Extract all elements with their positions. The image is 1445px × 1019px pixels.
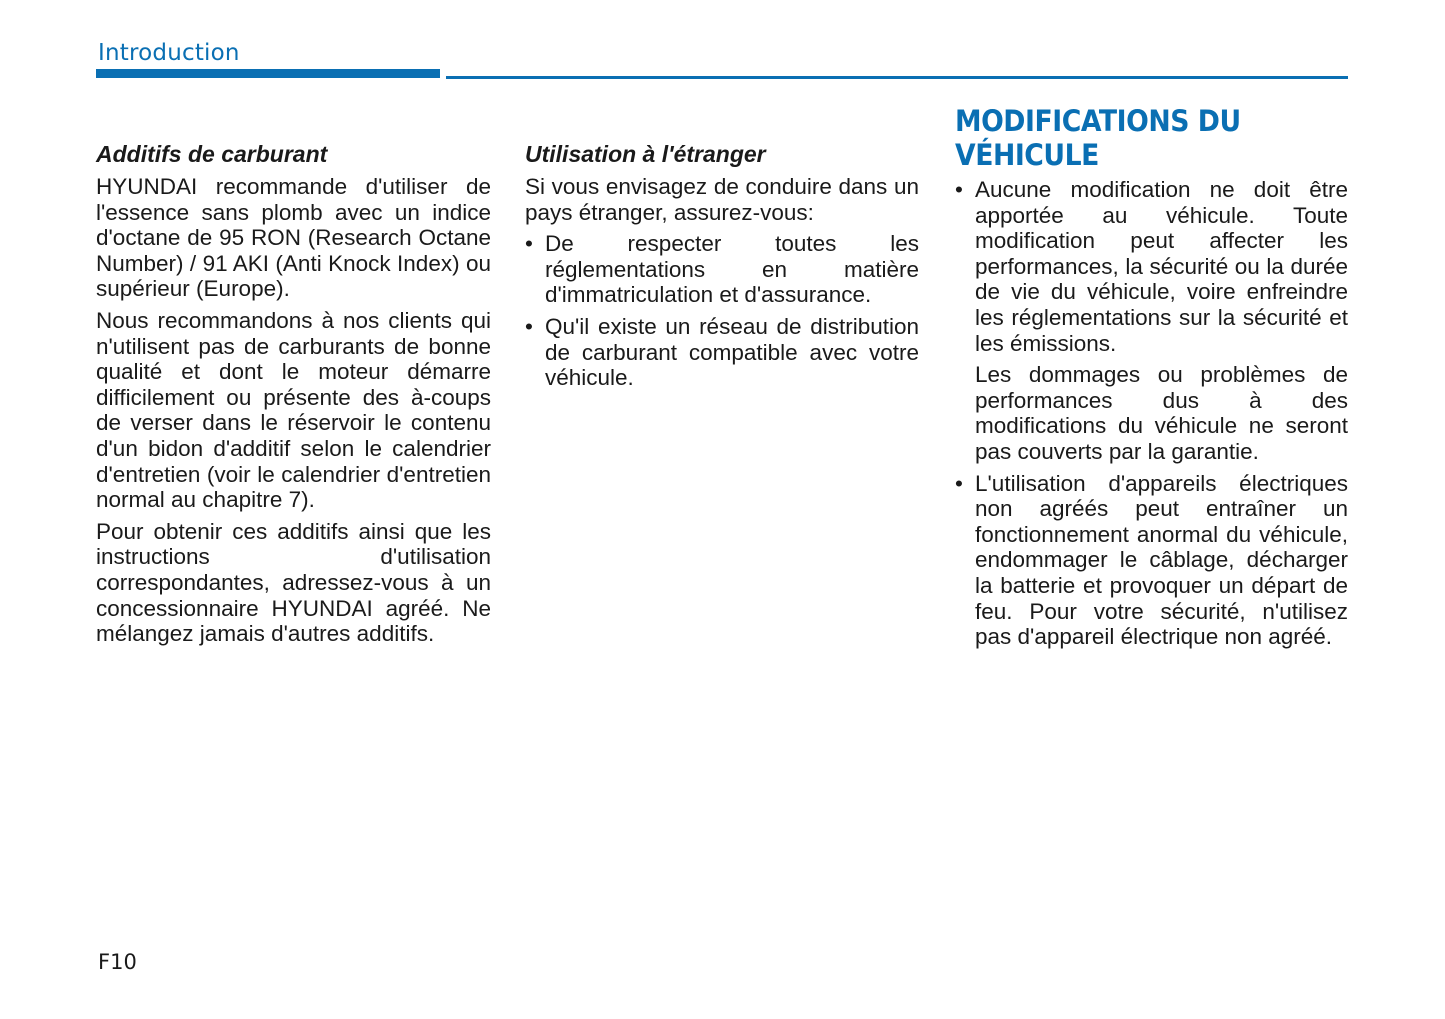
section-header-title: Introduction	[98, 40, 240, 66]
list-item	[525, 231, 919, 308]
column-use-abroad	[525, 140, 919, 397]
fuel-additives-heading: Additifs de carburant	[96, 141, 328, 167]
column-fuel-additives	[96, 140, 491, 653]
list-item	[955, 471, 1348, 650]
list-item-text: Aucune modification ne doit être apportée au véhicule. Toute modification peut affecter les performances, la sécurité ou la durée de vie du véhicule, voire enfreindre les réglementations sur la sécurité et les émissions.	[975, 177, 1348, 356]
use-abroad-bullet-list	[525, 231, 919, 391]
bullet-icon: •	[955, 470, 963, 496]
fuel-additives-paragraph-1: HYUNDAI recommande d'utiliser de l'essence sans plomb avec un indice d'octane de 95 RON (Research Octane Number) / 91 AKI (Anti Knock Index) ou supérieur (Europe).	[96, 174, 491, 302]
list-item-text: De respecter toutes les réglementations en matière d'immatriculation et d'assurance.	[545, 231, 919, 308]
header-rule-thick	[96, 69, 440, 78]
list-item	[525, 314, 919, 391]
bullet-icon: •	[525, 231, 533, 257]
list-item-text: L'utilisation d'appareils électriques non agréés peut entraîner un fonctionnement anormal du véhicule, endommager le câblage, décharger la batterie et provoquer un départ de feu. Pour votre sécurité, n'utilisez pas d'appareil électrique non agréé.	[975, 470, 1348, 650]
vehicle-modifications-bullet-list	[955, 177, 1348, 356]
warranty-note: Les dommages ou problèmes de performances dus à des modifications du véhicule ne seront pas couverts par la garantie.	[975, 362, 1348, 464]
header-rule-thin	[446, 76, 1348, 79]
vehicle-modifications-title: MODIFICATIONS DU VÉHICULE	[955, 104, 1241, 172]
fuel-additives-paragraph-2: Nous recommandons à nos clients qui n'utilisent pas de carburants de bonne qualité et dont le moteur démarre difficilement ou présente des à-coups de verser dans le réservoir le contenu d'un bidon d'additif selon le calendrier d'entretien (voir le calendrier d'entretien normal au chapitre 7).	[96, 307, 491, 513]
electrical-devices-bullet-list	[955, 471, 1348, 650]
column-vehicle-modifications	[955, 104, 1348, 656]
use-abroad-intro: Si vous envisagez de conduire dans un pays étranger, assurez-vous:	[525, 174, 919, 225]
list-item	[955, 177, 1348, 356]
page-number: F10	[98, 950, 137, 974]
use-abroad-heading: Utilisation à l'étranger	[525, 141, 766, 167]
fuel-additives-paragraph-3: Pour obtenir ces additifs ainsi que les instructions d'utilisation correspondantes, adressez-vous à un concessionnaire HYUNDAI agréé. Ne mélangez jamais d'autres additifs.	[96, 518, 491, 647]
list-item-text: Qu'il existe un réseau de distribution de carburant compatible avec votre véhicule.	[545, 313, 919, 391]
bullet-icon: •	[955, 177, 963, 202]
bullet-icon: •	[525, 313, 533, 339]
